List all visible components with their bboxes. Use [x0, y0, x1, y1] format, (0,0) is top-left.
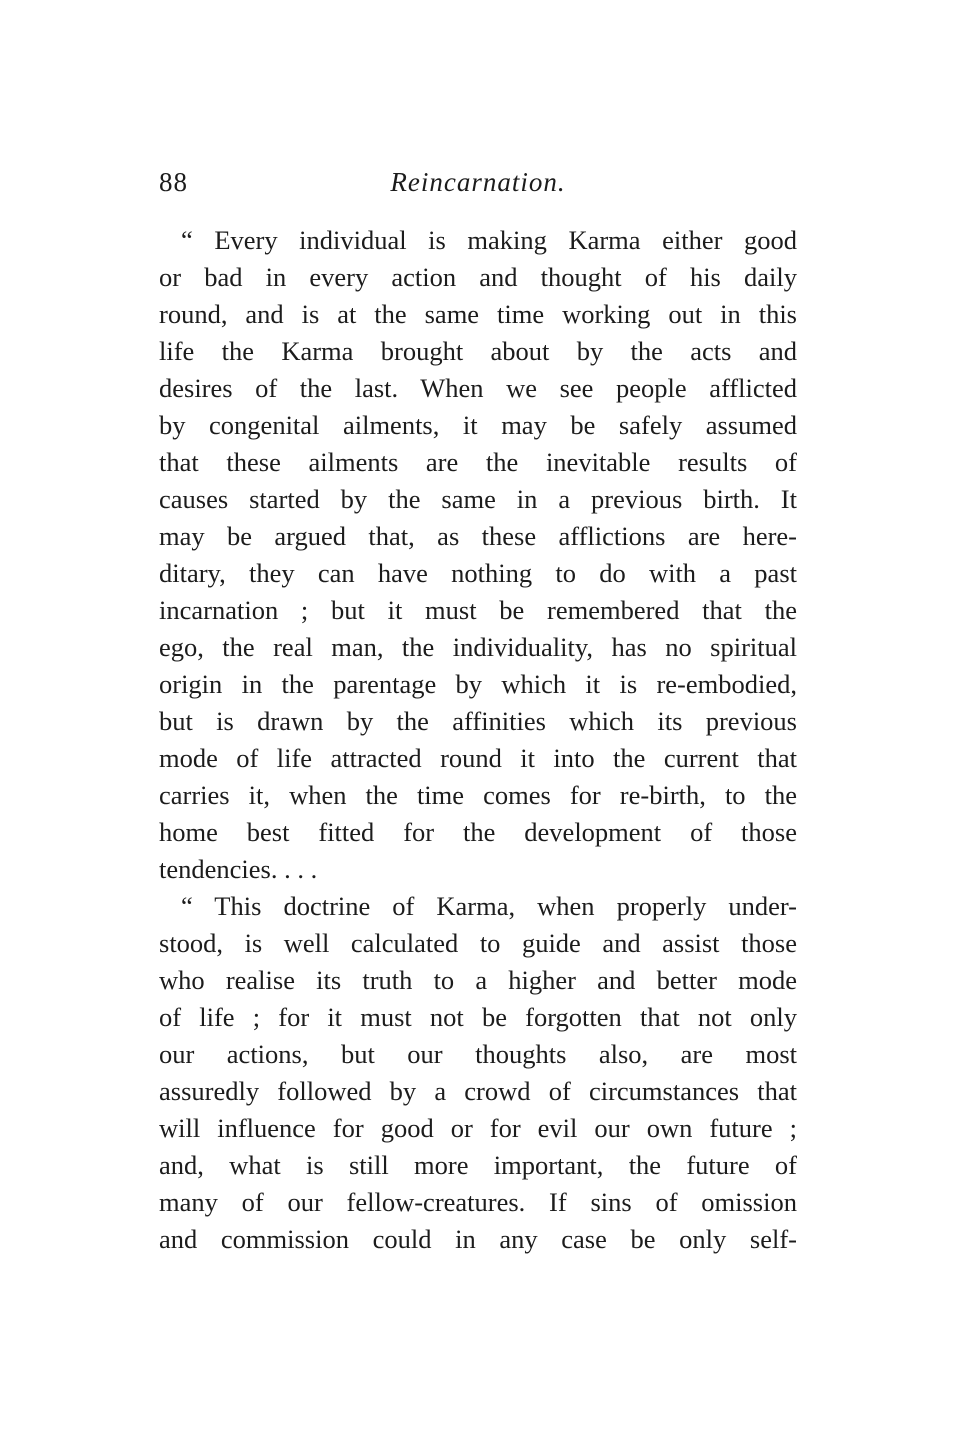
- text-line: carries it, when the time comes for re-birth, to the: [159, 780, 797, 810]
- text-line: life the Karma brought about by the acts and: [159, 336, 797, 366]
- body-text: [159, 222, 797, 1258]
- page-number: 88: [159, 167, 188, 197]
- running-head: [159, 160, 797, 204]
- text-line: that these ailments are the inevitable results of: [159, 447, 797, 477]
- running-title: Reincarnation.: [390, 167, 566, 197]
- text-line: by congenital ailments, it may be safely assumed: [159, 410, 797, 440]
- text-line: causes started by the same in a previous birth. It: [159, 484, 797, 514]
- text-line: many of our fellow-creatures. If sins of omission: [159, 1187, 797, 1217]
- text-line: tendencies. . . .: [159, 854, 318, 884]
- text-line: ego, the real man, the individuality, has no spiritual: [159, 632, 797, 662]
- text-line: assuredly followed by a crowd of circumstances that: [159, 1076, 797, 1106]
- text-line: but is drawn by the affinities which its previous: [159, 706, 797, 736]
- text-line: of life ; for it must not be forgotten that not only: [159, 1002, 797, 1032]
- text-line: our actions, but our thoughts also, are most: [159, 1039, 797, 1069]
- text-line: desires of the last. When we see people afflicted: [159, 373, 797, 403]
- text-line: may be argued that, as these afflictions are here-: [159, 521, 797, 551]
- text-line: “ This doctrine of Karma, when properly under-: [181, 891, 797, 921]
- text-line: mode of life attracted round it into the current that: [159, 743, 797, 773]
- text-line: or bad in every action and thought of his daily: [159, 262, 797, 292]
- text-line: stood, is well calculated to guide and assist those: [159, 928, 797, 958]
- text-line: origin in the parentage by which it is re-embodied,: [159, 669, 797, 699]
- paragraph-2: [159, 888, 797, 1258]
- text-line: home best fitted for the development of those: [159, 817, 797, 847]
- paragraph-1: [159, 222, 797, 888]
- text-line: will influence for good or for evil our own future ;: [159, 1113, 797, 1143]
- text-line: incarnation ; but it must be remembered that the: [159, 595, 797, 625]
- text-line: “ Every individual is making Karma either good: [181, 225, 797, 255]
- text-line: who realise its truth to a higher and better mode: [159, 965, 797, 995]
- text-line: ditary, they can have nothing to do with a past: [159, 558, 797, 588]
- text-line: round, and is at the same time working out in this: [159, 299, 797, 329]
- text-line: and commission could in any case be only self-: [159, 1224, 797, 1254]
- text-line: and, what is still more important, the future of: [159, 1150, 797, 1180]
